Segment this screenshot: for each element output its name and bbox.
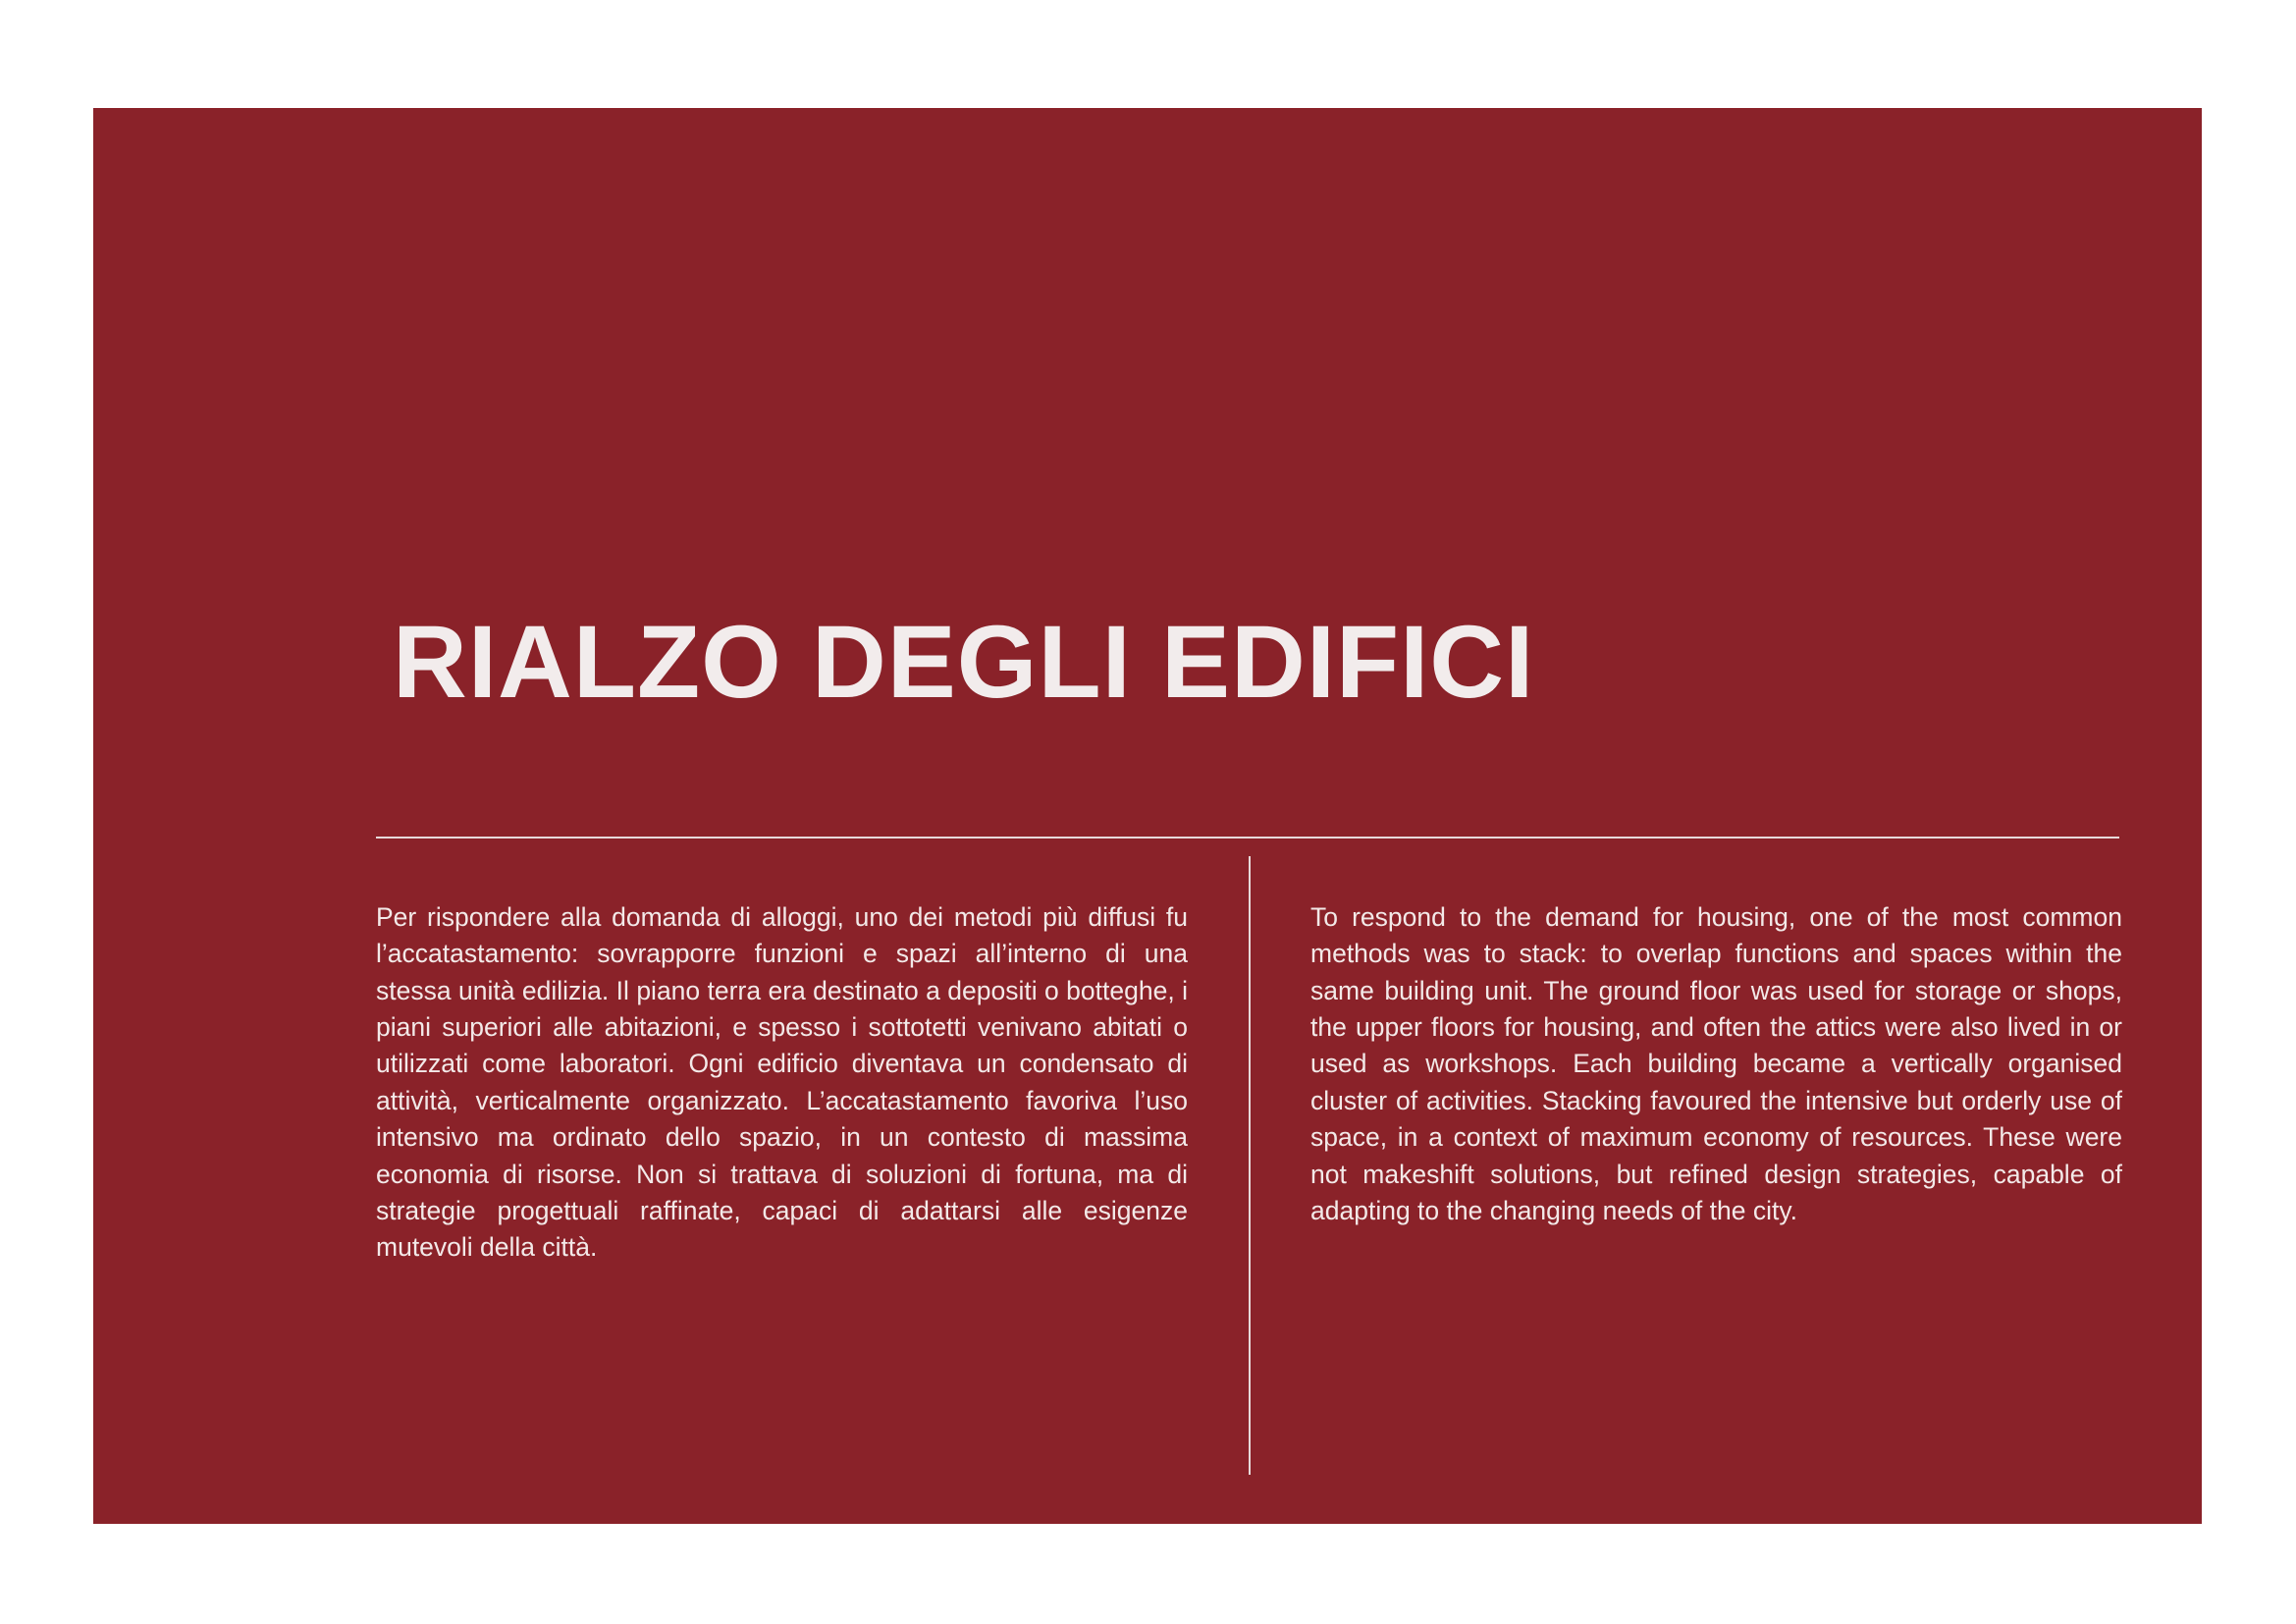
vertical-divider — [1249, 856, 1251, 1475]
page-title: RIALZO DEGLI EDIFICI — [393, 605, 1535, 721]
horizontal-divider — [376, 837, 2119, 839]
text-column-english — [1310, 899, 2122, 1229]
body-text-italian: Per rispondere alla domanda di alloggi, uno dei metodi più diffusi fu l’accatastamento: sovrapporre funzioni e spazi all’interno di una stessa unità edilizia. Il piano terra era destinato a depositi o botteghe, i piani superiori alle abitazioni, e spesso i sottotetti venivano abitati o utilizzati come laboratori. Ogni edificio diventava un condensato di attività, verticalmente organizzato. L’accatastamento favoriva l’uso intensivo ma ordinato dello spazio, in un contesto di massima economia di risorse. Non si trattava di soluzioni di fortuna, ma di strategie progettuali raffinate, capaci di adattarsi alle esigenze mutevoli della città. — [376, 902, 1188, 1263]
text-column-italian — [376, 899, 1188, 1267]
body-text-english: To respond to the demand for housing, one of the most common methods was to stack: to overlap functions and spaces within the same building unit. The ground floor was used for storage or shops, the upper floors for housing, and often the attics were also lived in or used as workshops. Each building became a vertically organised cluster of activities. Stacking favoured the intensive but orderly use of space, in a context of maximum economy of resources. These were not makeshift solutions, but refined design strategies, capable of adapting to the changing needs of the city. — [1310, 902, 2122, 1225]
content-panel — [93, 108, 2202, 1524]
